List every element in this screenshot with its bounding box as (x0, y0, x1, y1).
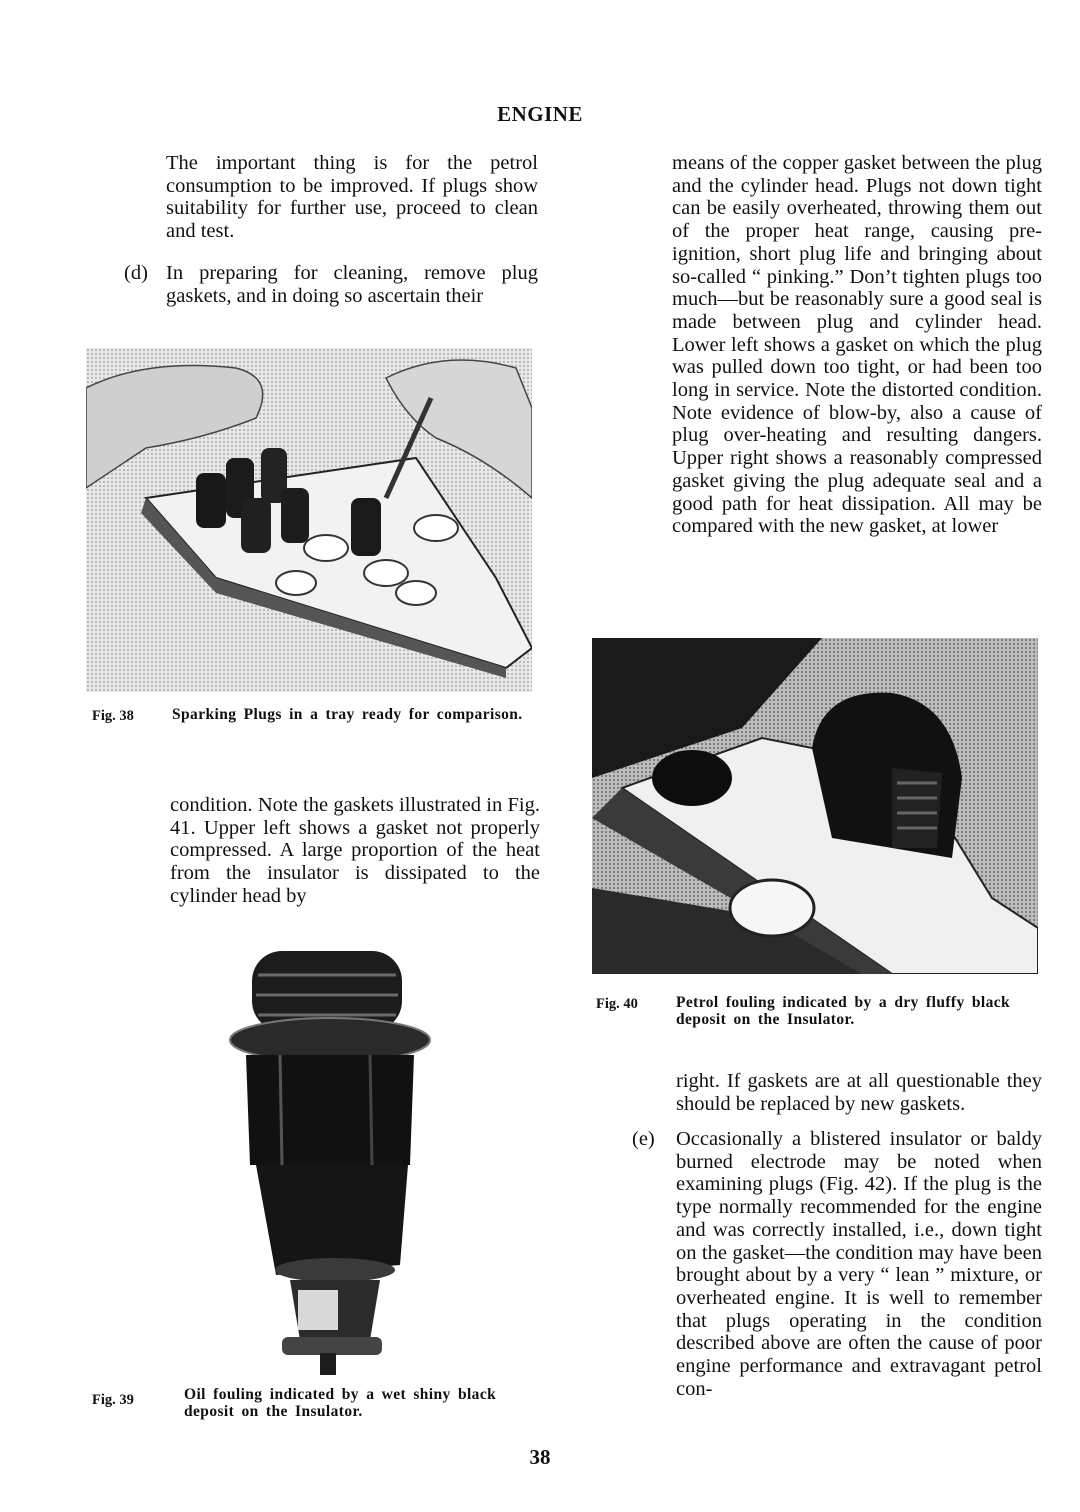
fig39-photo (220, 945, 440, 1375)
right-paragraph-2: right. If gaskets are at all questionable they should be replaced by new gaskets. (676, 1070, 1042, 1115)
fig40-number: Fig. 40 (596, 996, 638, 1012)
fig40-photo (592, 638, 1038, 974)
left-paragraph-1: The important thing is for the petrol consumption to be improved. If plugs show suitability for further use, proceed to clean and test. (166, 152, 538, 243)
page-header: ENGINE (497, 102, 583, 126)
fig38-caption: Sparking Plugs in a tray ready for comparison. (172, 706, 523, 723)
fig39-number: Fig. 39 (92, 1392, 134, 1408)
left-paragraph-2: condition. Note the gaskets illustrated in Fig. 41. Upper left shows a gasket not properly compressed. A large proportion of the heat from the insulator is dissipated to the cylinder head by (170, 794, 540, 907)
item-e-text: Occasionally a blistered insulator or baldy burned electrode may be noted when examining plugs (Fig. 42). If the plug is the type normally recommended for the engine and was correctly installed, i.e., down tight on the gasket—the condition may have been brought about by a very “ lean ” mixture, or overheated engine. It is well to remember that plugs operating in the condition described above are often the cause of poor engine performance and extravagant petrol con- (676, 1128, 1042, 1400)
item-e-label: (e) (632, 1128, 655, 1150)
page-number: 38 (529, 1445, 551, 1469)
fig40-caption: Petrol fouling indicated by a dry fluffy black deposit on the Insulator. (676, 994, 1011, 1028)
item-d-text: In preparing for cleaning, remove plug gaskets, and in doing so ascertain their (166, 262, 538, 307)
right-paragraph-1: means of the copper gasket between the plug and the cylinder head. Plugs not down tight can be easily overheated, throwing them out of the proper heat range, causing pre-ignition, short plug life and bringing about so-called “ pinking.” Don’t tighten plugs too much—but be reasonably sure a good seal is made between plug and cylinder head. Lower left shows a gasket on which the plug was pulled down too tight, or had been too long in service. Note the distorted condition. Note evidence of blow-by, also a cause of plug over-heating and resulting dangers. Upper right shows a reasonably compressed gasket giving the plug adequate seal and a good path for heat dissipation. All may be compared with the new gasket, at lower (672, 152, 1042, 538)
fig39-caption: Oil fouling indicated by a wet shiny black deposit on the Insulator. (184, 1386, 497, 1420)
fig38-photo (86, 348, 532, 692)
fig38-number: Fig. 38 (92, 708, 134, 724)
item-d-label: (d) (124, 262, 148, 284)
